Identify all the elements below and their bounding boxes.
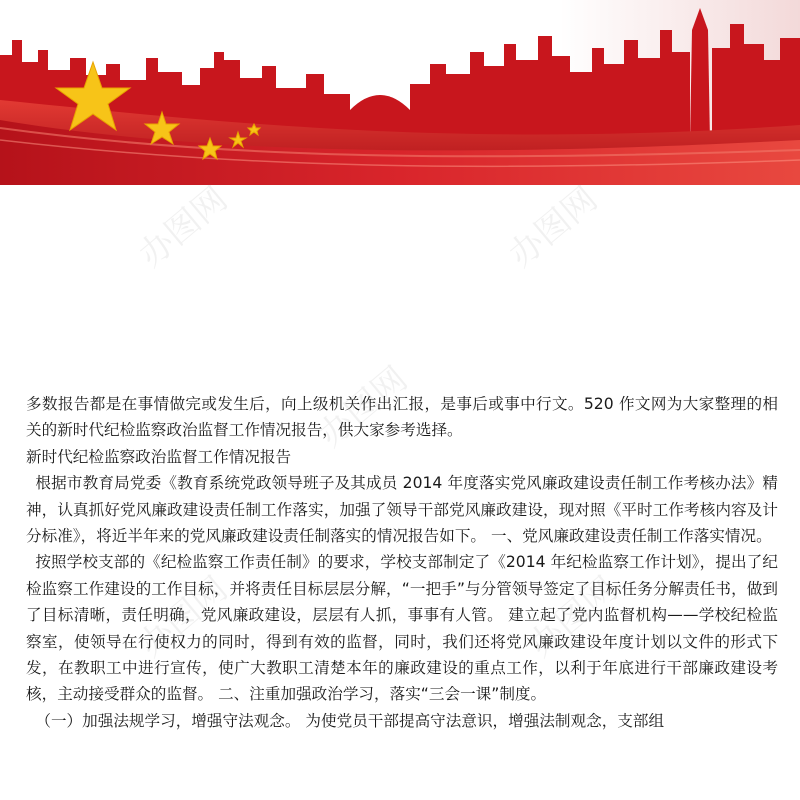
article-paragraph: （一）加强法规学习，增强守法观念。 为使党员干部提高守法意识，增强法制观念，支部组: [35, 711, 665, 730]
watermark-text: 办图网: [131, 569, 236, 666]
watermark-text: 办图网: [501, 179, 606, 276]
article-body: [26, 391, 778, 734]
article-paragraph: 根据市教育局党委《教育系统党政领导班子及其成员 2014 年度落实党风廉政建设责任制工作考核办法》精神，认真抓好党风廉政建设责任制工作落实，加强了领导干部党风廉政建设，现对照《平时工作考核内容及计分标准》，将近半年来的党风廉政建设责任制落实的情况报告如下。 一、党风廉政建设责任制工作落实情况。: [26, 474, 778, 546]
article-title: 新时代纪检监察政治监督工作情况报告: [26, 447, 292, 466]
skyline-banner-graphic: [0, 0, 800, 185]
watermark-text: 办图网: [311, 359, 416, 456]
article-intro: 多数报告都是在事情做完或发生后，向上级机关作出汇报，是事后或事中行文。520 作文网为大家整理的相关的新时代纪检监察政治监督工作情况报告，供大家参考选择。: [26, 395, 778, 440]
article-paragraph: 按照学校支部的《纪检监察工作责任制》的要求，学校支部制定了《2014 年纪检监察工作计划》，提出了纪检监察工作建设的工作目标，并将责任目标层层分解，“一把手”与分管领导签定了目标任务分解责任书，做到了目标清晰，责任明确，党风廉政建设，层层有人抓，事事有人管。 建立起了党内监督机构——学校纪检监察室，使领导在行使权力的同时，得到有效的监督，同时，我们还将党风廉政建设年度计划以文件的形式下发，在教职工中进行宣传，使广大教职工清楚本年的廉政建设的重点工作，以利于年底进行干部廉政建设考核，主动接受群众的监督。 二、注重加强政治学习，落实“三会一课”制度。: [26, 553, 778, 704]
watermark-text: 办图网: [131, 179, 236, 276]
watermark-text: 办图网: [521, 569, 626, 666]
header-banner: [0, 0, 800, 185]
